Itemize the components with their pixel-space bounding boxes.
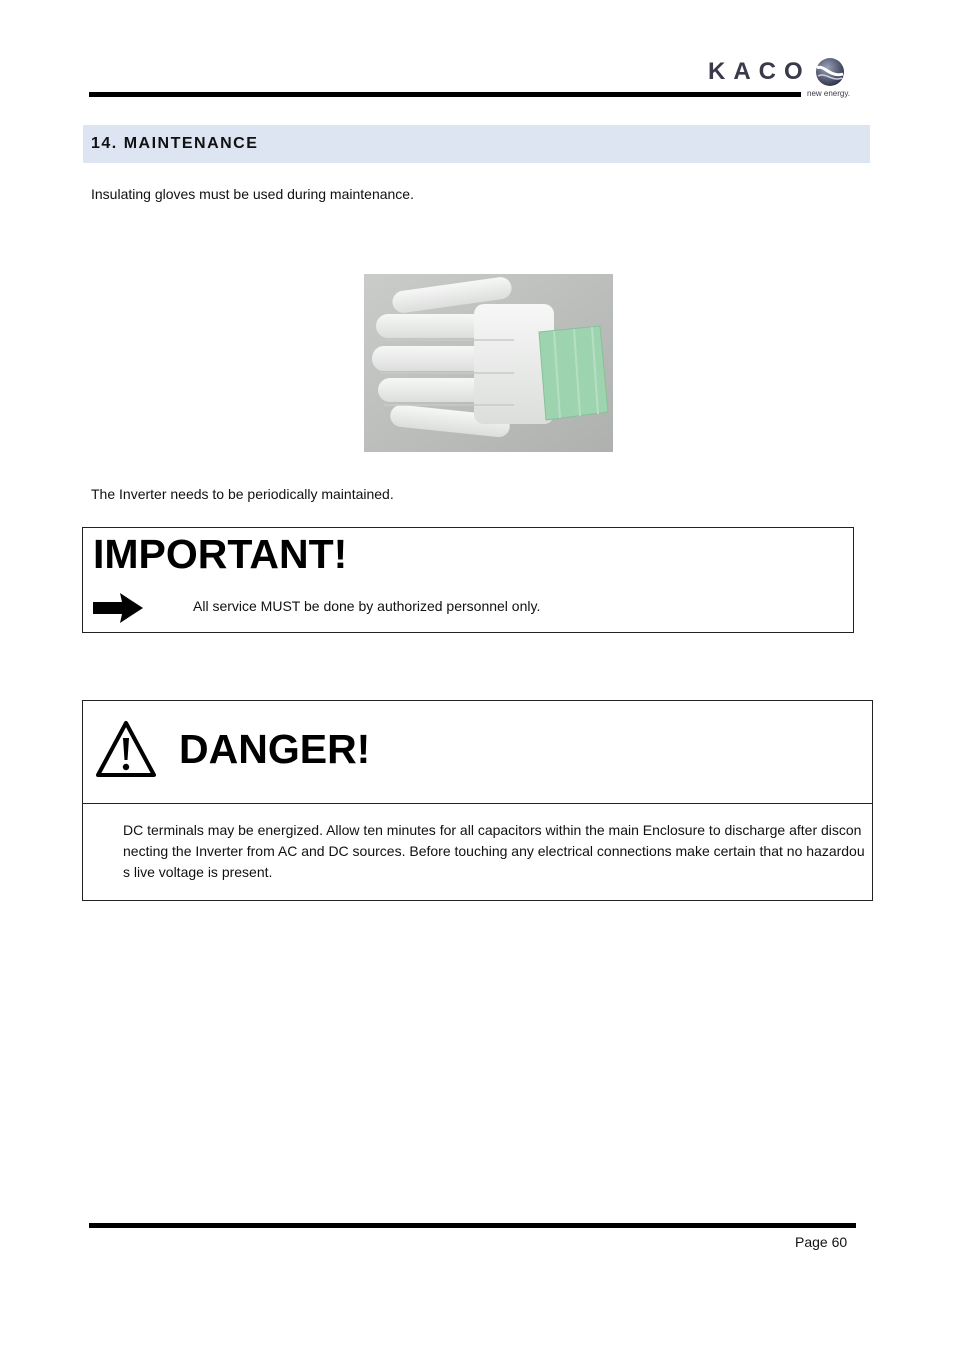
kaco-logo-text: KACO [708,58,811,85]
danger-divider [82,803,873,804]
footer-rule [89,1223,856,1228]
danger-title: DANGER! [179,726,371,772]
maintenance-note: The Inverter needs to be periodically maintained. [91,486,394,502]
important-text: All service MUST be done by authorized personnel only. [193,598,541,614]
section-title: 14. MAINTENANCE [91,135,259,152]
warning-triangle-icon [95,720,157,778]
header-rule [89,92,801,97]
kaco-logo-icon [814,56,846,88]
arrow-right-icon [92,591,144,625]
page-number: Page 60 [795,1234,848,1250]
gloves-instruction: Insulating gloves must be used during maintenance. [91,186,414,202]
logo-tagline: new energy. [807,89,850,98]
danger-text: DC terminals may be energized. Allow ten minutes for all capacitors within the main Enclosure to discharge after disconnecting the Inverter from AC and DC sources. Before touching any electrical connections make certain that no hazardous live voltage is present. [123,822,865,880]
insulating-gloves-photo [364,274,613,452]
important-title: IMPORTANT! [93,531,348,577]
